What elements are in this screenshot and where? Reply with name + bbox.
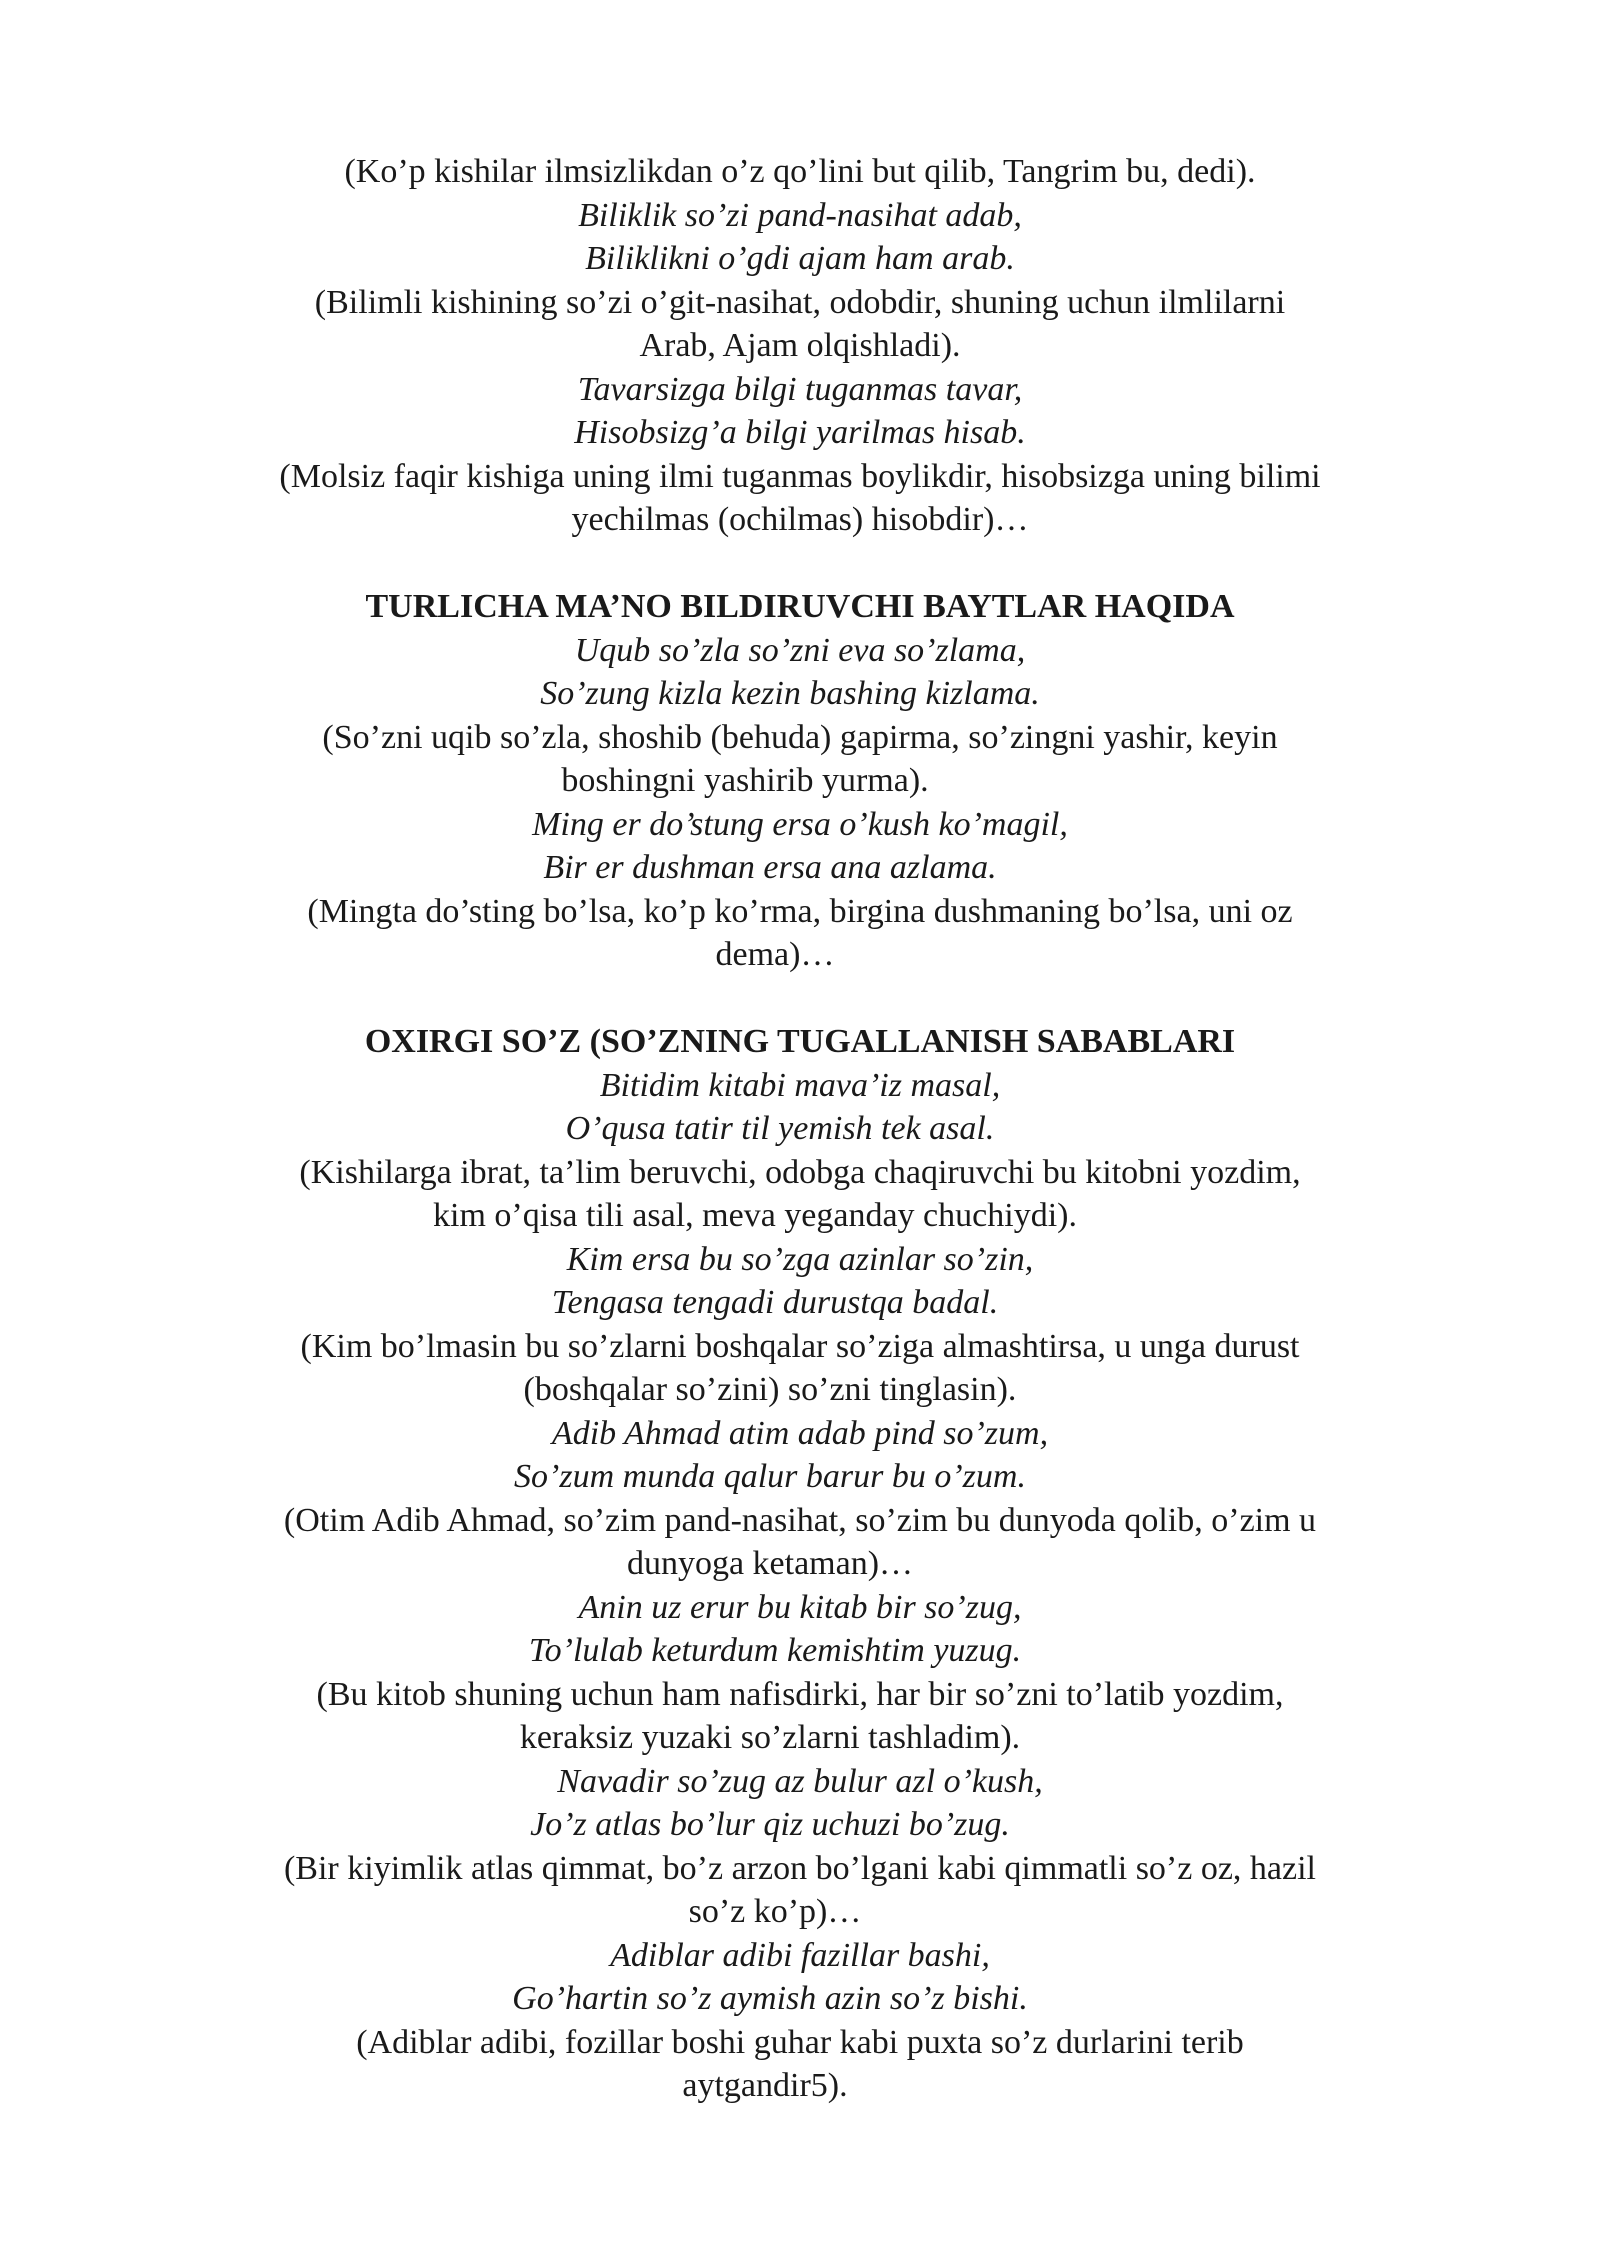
prose-line: aytgandir5). [682,2067,848,2104]
verse-line: Tavarsizga bilgi tuganmas tavar, [577,370,1023,408]
verse-line: So’zung kizla kezin bashing kizlama. [540,675,1040,712]
verse-line: Adib Ahmad atim adab pind so’zum, [551,1414,1049,1452]
document-page [200,150,1400,2108]
prose-line: keraksiz yuzaki so’zlarni tashladim). [519,1719,1021,1756]
verse-line: Go’hartin so’z aymish azin so’z bishi. [512,1980,1028,2017]
verse-line: Biliklikni o’gdi ajam ham arab. [585,240,1015,277]
prose-line: yechilmas (ochilmas) hisobdir)… [571,501,1029,538]
verse-line: O’qusa tatir til yemish tek asal. [565,1110,995,1147]
verse-line: Tengasa tengadi durustqa badal. [551,1284,999,1321]
verse-line: Navadir so’zug az bulur azl o’kush, [557,1762,1043,1800]
verse-line: Hisobsizg’a bilgi yarilmas hisab. [574,414,1026,451]
paragraph-spacer [200,542,1400,586]
prose-line: dunyoga ketaman)… [626,1545,914,1582]
prose-line: (Mingta do’sting bo’lsa, ko’p ko’rma, birgina dushmaning bo’lsa, uni oz [307,892,1293,930]
verse-line: Anin uz erur bu kitab bir so’zug, [578,1588,1022,1626]
prose-line: dema)… [715,936,835,973]
prose-line: (Otim Adib Ahmad, so’zim pand-nasihat, so’zim bu dunyoda qolib, o’zim u [283,1501,1317,1539]
verse-line: Kim ersa bu so’zga azinlar so’zin, [566,1240,1034,1278]
verse-line: So’zum munda qalur barur bu o’zum. [514,1458,1026,1495]
prose-line: Arab, Ajam olqishladi). [639,327,961,364]
prose-line: (Ko’p kishilar ilmsizlikdan o’z qo’lini but qilib, Tangrim bu, dedi). [344,153,1256,190]
prose-line: (Kishilarga ibrat, ta’lim beruvchi, odobga chaqiruvchi bu kitobni yozdim, [299,1153,1301,1191]
verse-line: Ming er do’stung ersa o’kush ko’magil, [532,805,1068,843]
prose-line: kim o’qisa tili asal, meva yeganday chuchiydi). [433,1197,1077,1234]
section-heading: OXIRGI SO’Z (SO’ZNING TUGALLANISH SABABLARI [364,1023,1236,1060]
verse-line: Bitidim kitabi mava’iz masal, [599,1066,1001,1104]
verse-line: Bir er dushman ersa ana azlama. [543,849,997,886]
verse-line: Uqub so’zla so’zni eva so’zlama, [574,631,1026,669]
prose-line: (Bu kitob shuning uchun ham nafisdirki, har bir so’zni to’latib yozdim, [316,1675,1284,1713]
prose-line: (So’zni uqib so’zla, shoshib (behuda) gapirma, so’zingni yashir, keyin [322,718,1278,756]
prose-line: (Adiblar adibi, fozillar boshi guhar kabi puxta so’z durlarini terib [356,2023,1244,2061]
section-heading: TURLICHA MA’NO BILDIRUVCHI BAYTLAR HAQIDA [365,588,1235,625]
prose-line: boshingni yashirib yurma). [561,762,929,799]
paragraph-spacer [200,977,1400,1021]
prose-line: (Kim bo’lmasin bu so’zlarni boshqalar so’ziga almashtirsa, u unga durust [300,1327,1300,1365]
verse-line: Jo’z atlas bo’lur qiz uchuzi bo’zug. [530,1806,1010,1843]
verse-line: Biliklik so’zi pand-nasihat adab, [578,196,1022,234]
prose-line: (boshqalar so’zini) so’zni tinglasin). [523,1371,1017,1408]
verse-line: To’lulab keturdum kemishtim yuzug. [528,1632,1022,1669]
prose-line: (Molsiz faqir kishiga uning ilmi tuganmas boylikdir, hisobsizga uning bilimi [279,457,1321,495]
prose-line: (Bir kiyimlik atlas qimmat, bo’z arzon bo’lgani kabi qimmatli so’z oz, hazil [283,1849,1317,1887]
prose-line: so’z ko’p)… [688,1893,862,1930]
prose-line: (Bilimli kishining so’zi o’git-nasihat, odobdir, shuning uchun ilmlilarni [314,283,1286,321]
verse-line: Adiblar adibi fazillar bashi, [610,1936,990,1974]
